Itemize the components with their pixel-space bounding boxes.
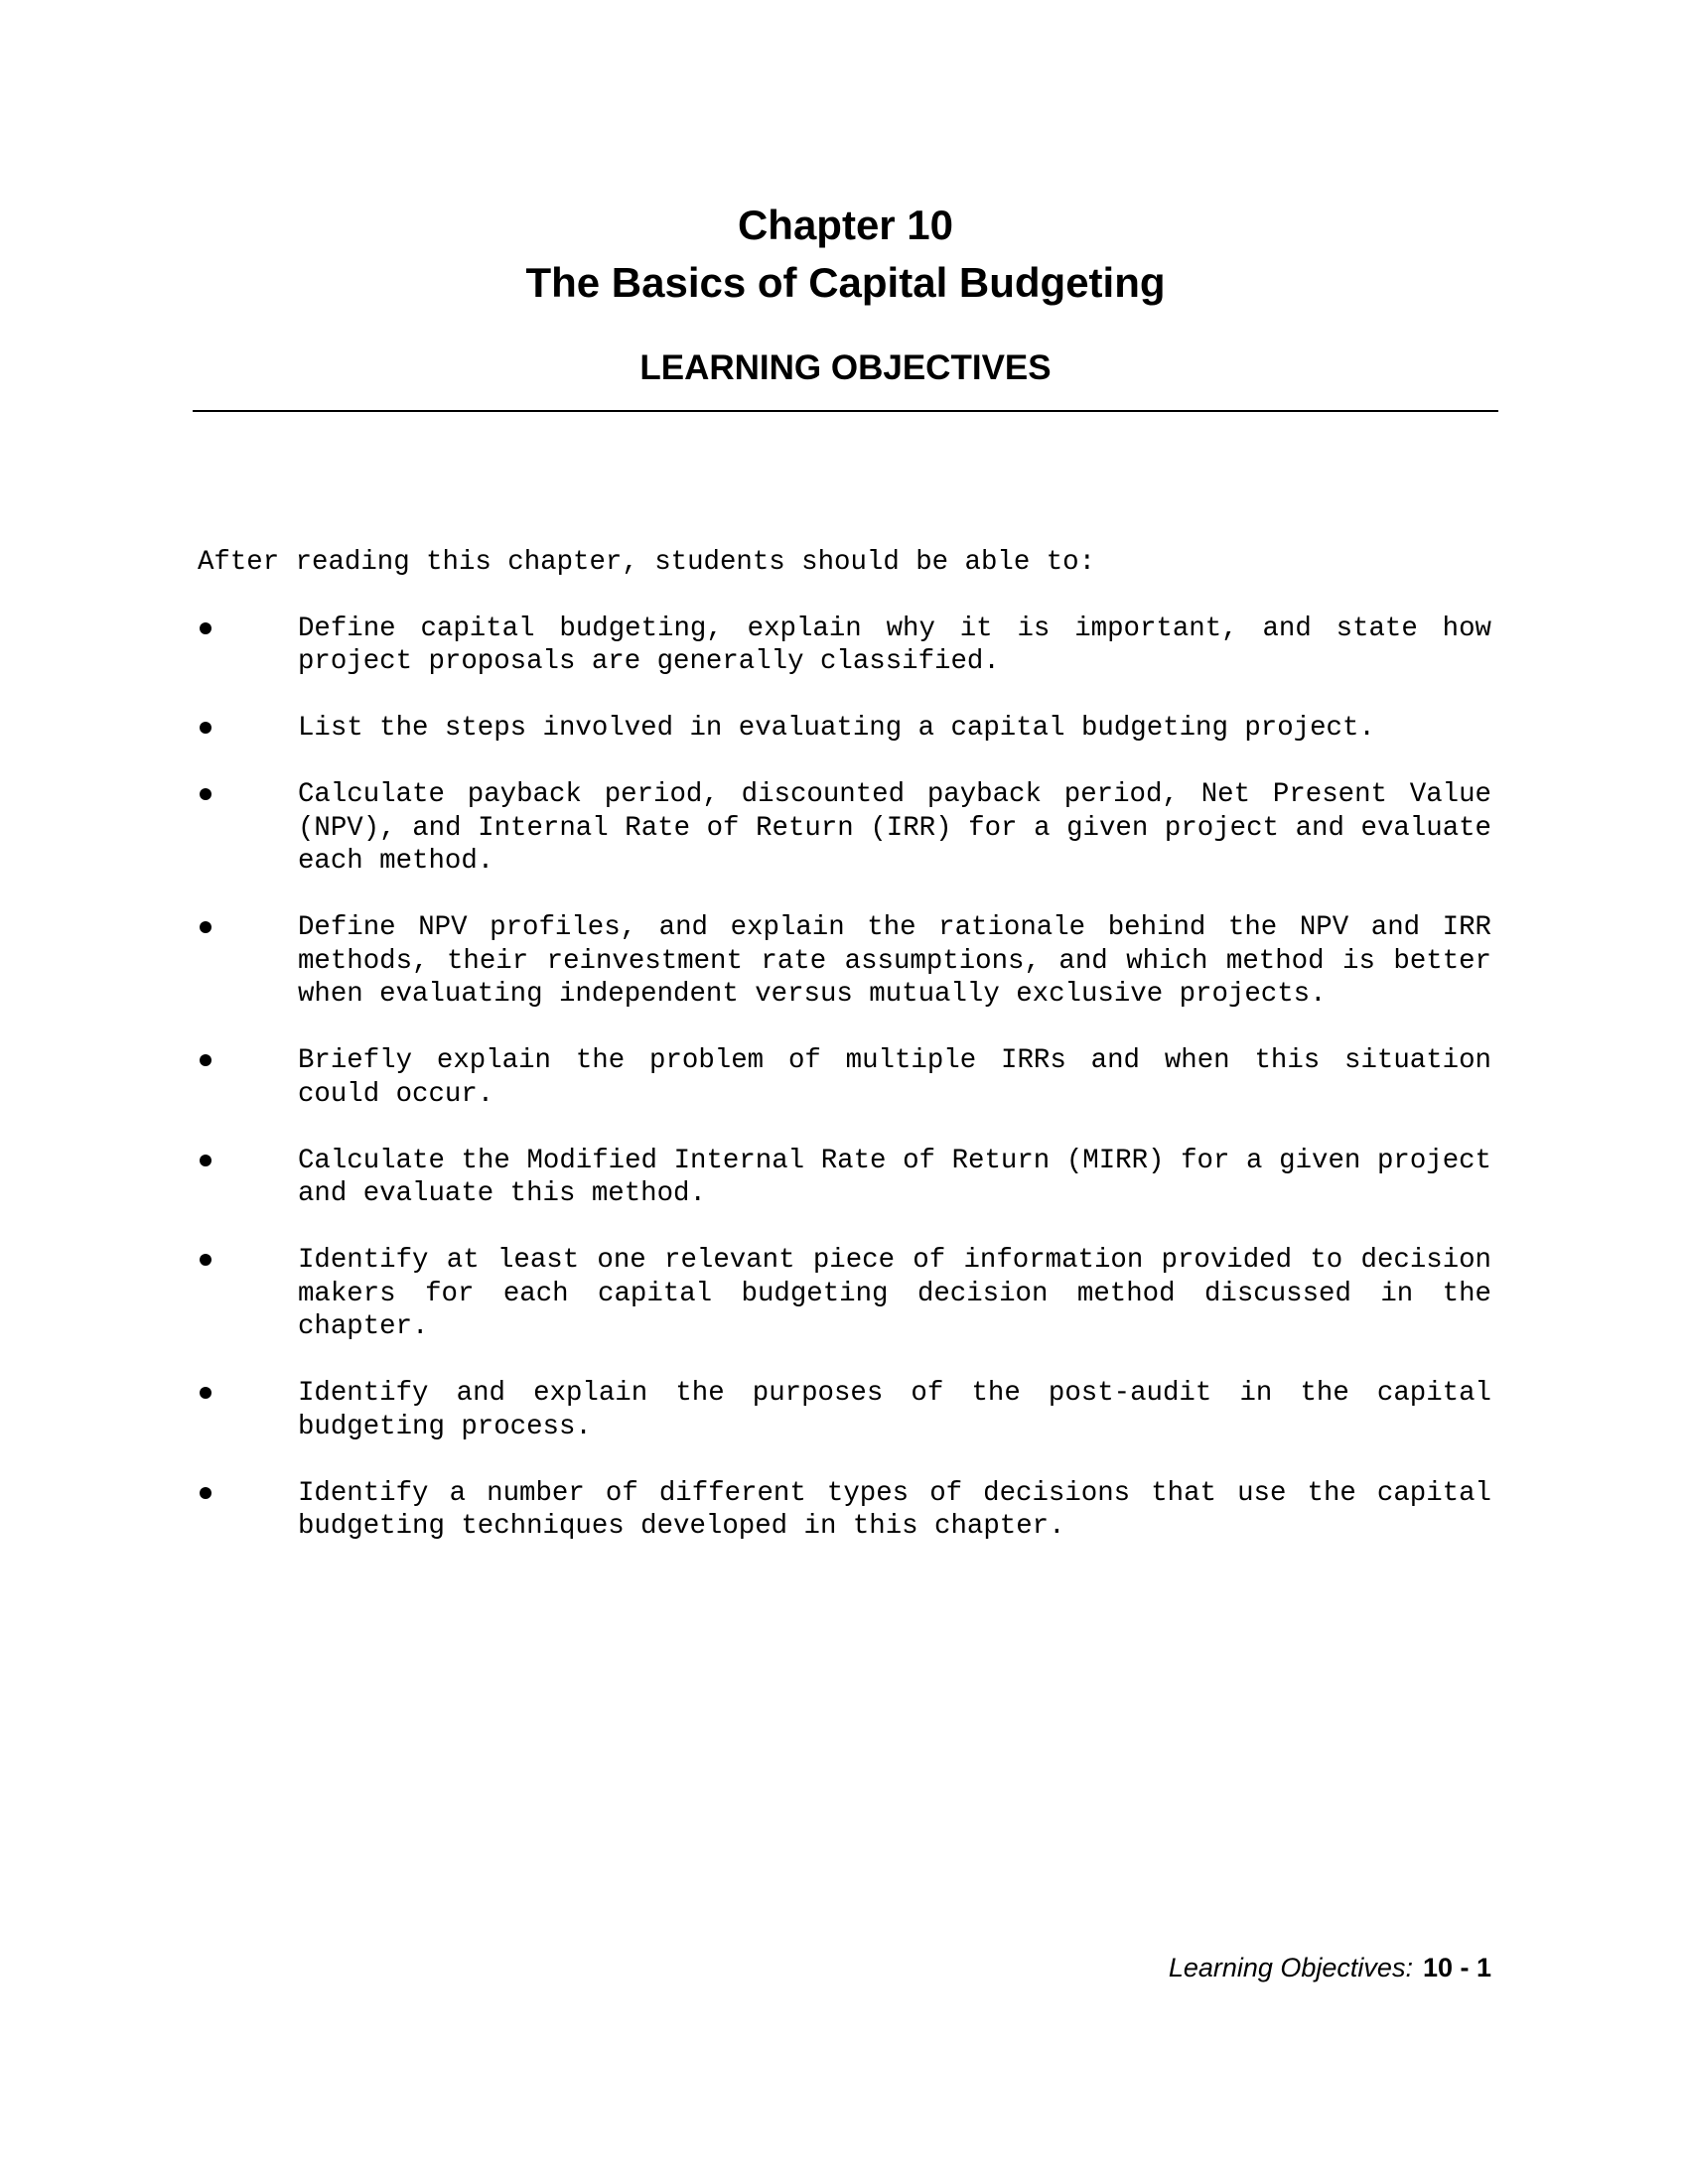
bullet-icon — [200, 722, 211, 734]
list-item — [198, 1377, 1491, 1443]
page-number: 10 - 1 — [1422, 1953, 1491, 1982]
bullet-icon — [200, 1254, 211, 1266]
intro-text: After reading this chapter, students should be able to: — [198, 547, 1096, 578]
list-item — [198, 1244, 1491, 1344]
list-item — [198, 613, 1491, 679]
objective-text: Briefly explain the problem of multiple IRRs and when this situation could occur. — [298, 1045, 1491, 1110]
list-item — [198, 911, 1491, 1012]
list-item — [198, 1044, 1491, 1111]
bullet-icon — [200, 788, 211, 800]
list-item — [198, 778, 1491, 879]
horizontal-rule — [193, 410, 1498, 412]
list-item — [198, 1477, 1491, 1544]
objective-text: Calculate payback period, discounted payback period, Net Present Value (NPV), and Internal Rate of Return (IRR) for a given project and evaluate each method. — [298, 779, 1491, 877]
bullet-icon — [200, 1487, 211, 1499]
objective-text: Define capital budgeting, explain why it is important, and state how project proposals are generally classified. — [298, 613, 1491, 677]
objective-text: Calculate the Modified Internal Rate of Return (MIRR) for a given project and evaluate this method. — [298, 1145, 1491, 1209]
bullet-icon — [200, 622, 211, 634]
objectives-list — [198, 613, 1493, 1544]
objective-text: Identify and explain the purposes of the post-audit in the capital budgeting process. — [298, 1378, 1491, 1442]
chapter-title: The Basics of Capital Budgeting — [525, 259, 1166, 306]
list-item — [198, 712, 1491, 746]
objective-text: List the steps involved in evaluating a capital budgeting project. — [298, 713, 1375, 744]
section-heading: LEARNING OBJECTIVES — [639, 348, 1052, 387]
bullet-icon — [200, 1054, 211, 1066]
objectives-body — [198, 546, 1493, 1576]
bullet-icon — [200, 1155, 211, 1166]
bullet-icon — [200, 1387, 211, 1399]
objective-text: Define NPV profiles, and explain the rationale behind the NPV and IRR methods, their reinvestment rate assumptions, and which method is better when evaluating independent versus mutually exclusive projects. — [298, 912, 1491, 1010]
list-item — [198, 1145, 1491, 1211]
title-block — [193, 197, 1498, 312]
objective-text: Identify at least one relevant piece of information provided to decision makers for each capital budgeting decision method discussed in the chapter. — [298, 1245, 1491, 1342]
footer-label: Learning Objectives: — [1168, 1953, 1413, 1982]
page-footer — [1169, 1952, 1491, 1983]
chapter-number: Chapter 10 — [737, 202, 954, 248]
bullet-icon — [200, 921, 211, 933]
objective-text: Identify a number of different types of decisions that use the capital budgeting techniques developed in this chapter. — [298, 1477, 1491, 1542]
